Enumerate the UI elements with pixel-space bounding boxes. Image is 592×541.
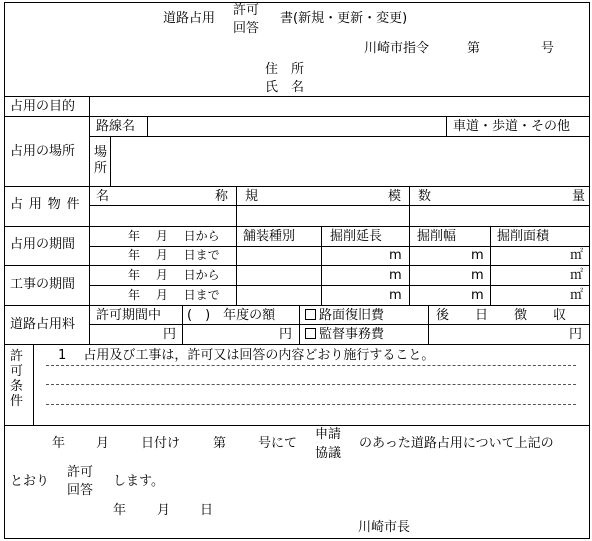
fee-label: 道路占用料 [10,317,76,332]
place-sub-label-2: 所 [94,161,108,176]
fee-yen: 円 [163,327,177,342]
condition-item-1: 1 占用及び工事は，許可又は回答の内容どおり施行すること。 [58,348,435,363]
unit-m: m [389,268,402,283]
object-header-name-1: 名 [96,189,110,204]
construction-label: 工事の期間 [10,277,76,292]
supervise-checkbox[interactable] [305,328,316,339]
place-label: 占用の場所 [10,144,76,159]
footer-gatsu: 月 [96,436,110,451]
footer-option-answer: 回答 [67,483,94,498]
date-nichi: 日 [200,503,214,518]
date-gatsu: 月 [157,503,171,518]
footer-option-permit: 許可 [67,465,94,480]
fee-later-collection: 後 日 徴 収 [436,308,567,323]
construction-from: 年 月 日から [128,268,220,282]
fee-year-amount: ( ) 年度の額 [187,308,276,323]
footer-hizuke: 日付け [141,436,181,451]
footer-line-end: のあった道路占用について上記の [359,436,554,451]
unit-m: m [471,268,484,283]
period-to: 年 月 日まで [128,248,220,262]
place-sub-label-1: 場 [94,145,108,160]
route-name-label: 路線名 [96,119,136,134]
title-option-permit: 許可 [233,3,260,18]
unit-m: m [471,288,484,303]
excavation-area-header: 掘削面積 [497,229,550,244]
object-header-qty-1: 数 [418,189,432,204]
ref-prefix: 川崎市指令 [364,41,430,56]
name-label: 氏 名 [265,80,305,95]
construction-to: 年 月 日まで [128,288,220,302]
object-header-qty-2: 量 [572,189,586,204]
title-prefix: 道路占用 [163,11,216,26]
fee-supervise: 監督事務費 [305,328,384,341]
conditions-label: 許 可 条 件 [10,349,24,409]
footer-go-nite: 号にて [258,436,298,451]
footer-option-apply: 申請 [315,427,342,442]
footer-shimasu: します。 [113,474,164,489]
excavation-width-header: 掘削幅 [417,229,457,244]
road-type-options: 車道・歩道・その他 [453,119,571,134]
unit-m: m [389,288,402,303]
footer-dai: 第 [213,436,227,451]
mayor-signature: 川崎市長 [358,520,411,535]
excavation-length-header: 掘削延長 [330,229,383,244]
fee-yen: 円 [569,327,583,342]
unit-m2: ㎡ [570,288,584,303]
object-label: 占用物件 [10,197,86,212]
fee-period: 許可期間中 [96,308,162,323]
unit-m2: ㎡ [570,268,584,283]
paving-type-header: 舗装種別 [243,229,296,244]
period-from: 年 月 日から [128,229,220,243]
period-label: 占用の期間 [10,237,76,252]
unit-m: m [389,248,402,263]
fee-yen: 円 [279,327,293,342]
purpose-label: 占用の目的 [10,99,76,114]
address-label: 住 所 [265,62,305,77]
title-option-answer: 回答 [233,21,260,36]
object-header-scale-2: 模 [388,189,402,204]
restore-checkbox[interactable] [305,309,316,320]
ref-go: 号 [541,41,555,56]
title-suffix: 書(新規・更新・変更) [280,11,408,26]
footer-nen: 年 [52,436,66,451]
unit-m2: ㎡ [570,248,584,263]
footer-toori: とおり [10,474,50,489]
object-header-name-2: 称 [215,189,229,204]
date-nen: 年 [113,503,127,518]
fee-restore: 路面復旧費 [305,309,384,322]
object-header-scale-1: 規 [245,189,259,204]
unit-m: m [471,248,484,263]
ref-dai: 第 [467,41,481,56]
footer-option-consult: 協議 [315,446,342,461]
